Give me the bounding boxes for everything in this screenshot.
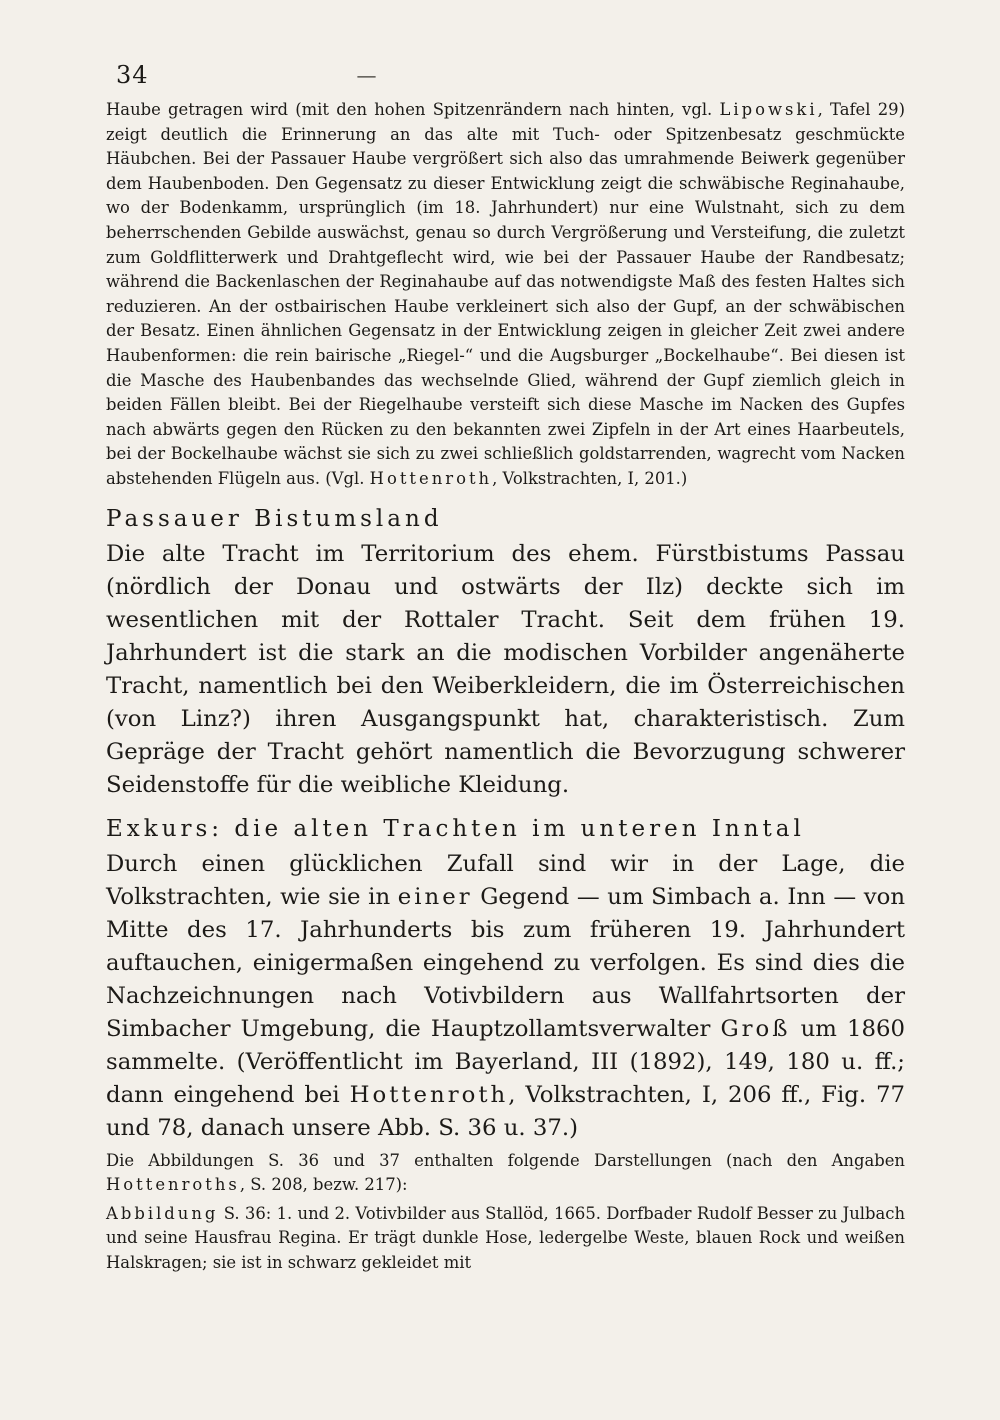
section-body-passau: Die alte Tracht im Territorium des ehem. Fürstbistums Passau (nördlich der Donau und ostwärts der Ilz) deckte sich im wesentlichen mit der Rottaler Tracht. Seit dem frühen 19. Jahrhundert ist die stark an die modischen Vorbilder angenäherte Tracht, namentlich bei den Weiberkleidern, die im Österreichischen (von Linz?) ihren Ausgangspunkt hat, charakteristisch. Zum Gepräge der Tracht gehört namentlich die Bevorzugung schwerer Seidenstoffe für die weibliche Kleidung. [106, 540, 905, 798]
section-body-exkurs [106, 848, 905, 1145]
section-heading-exkurs: Exkurs: die alten Trachten im unteren Inntal [106, 815, 805, 842]
caption-label: Abbildung [106, 1203, 219, 1223]
author-hottenroth-2: Hottenroth [349, 1081, 509, 1108]
exkurs-emphasis: einer [397, 883, 473, 910]
illustrations-note [106, 1149, 905, 1198]
author-lipowski: Lipowski [719, 100, 818, 119]
exkurs-text-1: Durch einen glücklichen Zufall sind wir in der Lage, die Volkstrachten, wie sie in [106, 850, 905, 910]
name-gross: Groß [720, 1015, 791, 1042]
intro-text-1: Haube getragen wird (mit den hohen Spitzenrändern nach hinten, vgl. [106, 100, 713, 119]
caption-text: S. 36: 1. und 2. Votivbilder aus Stallöd, 1665. Dorfbader Rudolf Besser zu Julbach und seine Hausfrau Regina. Er trägt dunkle Hose, ledergelbe Weste, blauen Rock und weißen Halskragen; sie ist in schwarz gekleidet mit [106, 1203, 906, 1272]
intro-paragraph [106, 98, 905, 492]
exkurs-text-3: um 1860 sammelte. (Veröffentlicht im Bayerland, III (1892), 149, 180 u. ff.; dann eingehend bei [106, 1015, 905, 1108]
note-text-1: Die Abbildungen S. 36 und 37 enthalten folgende Darstellungen (nach den Angaben [106, 1150, 905, 1170]
intro-text-2: , Tafel 29) zeigt deutlich die Erinnerung an das alte mit Tuch- oder Spitzenbesatz geschmückte Häubchen. Bei der Passauer Haube vergrößert sich also das umrahmende Beiwerk gegenüber dem Haubenboden. Den Gegensatz zu dieser Entwicklung zeigt die schwäbische Reginahaube, wo der Bodenkamm, ursprünglich (im 18. Jahrhundert) nur eine Wulstnaht, sich zu dem beherrschenden Gebilde auswächst, genau so durch Vergrößerung und Versteifung, die zuletzt zum Goldflitterwerk und Drahtgeflecht wird, wie bei der Passauer Haube der Randbesatz; während die Backenlaschen der Reginahaube auf das notwendigste Maß des festen Haltes sich reduzieren. An der ostbairischen Haube verkleinert sich also der Gupf, an der schwäbischen der Besatz. Einen ähnlichen Gegensatz in der Entwicklung zeigen in gleicher Zeit zwei andere Haubenformen: die rein bairische „Riegel-“ und die Augsburger „Bockelhaube“. Bei diesen ist die Masche des Haubenbandes das wechselnde Glied, während der Gupf ziemlich gleich in beiden Fällen bleibt. Bei der Riegelhaube versteift sich diese Masche im Nacken des Gupfes nach abwärts gegen den Rücken zu den bekannten zwei Zipfeln in der Art eines Haarbeutels, bei der Bockelhaube wächst sie sich zu zwei schließlich goldstarrenden, wagrecht vom Nacken abstehenden Flügeln aus. (Vgl. [106, 100, 905, 488]
illustration-caption [106, 1202, 905, 1276]
exkurs-text-4: , Volkstrachten, I, 206 ff., Fig. 77 und 78, danach unsere Abb. S. 36 u. 37.) [106, 1081, 906, 1141]
section-heading-passau: Passauer Bistumsland [106, 505, 443, 532]
page-number: 34 [116, 61, 149, 89]
page-header [116, 52, 905, 98]
exkurs-text-2: Gegend — um Simbach a. Inn — von Mitte des 17. Jahrhunderts bis zum früheren 19. Jahrhundert auftauchen, einigermaßen eingehend zu verfolgen. Es sind dies die Nachzeichnungen nach Votivbildern aus Wallfahrtsorten der Simbacher Umgebung, die Hauptzollamtsverwalter [106, 883, 905, 1042]
intro-text-3: , Volkstrachten, I, 201.) [492, 468, 688, 488]
author-hottenroths: Hottenroths [106, 1175, 240, 1195]
header-dash: — [356, 63, 377, 87]
note-text-2: , S. 208, bezw. 217): [239, 1175, 408, 1195]
author-hottenroth: Hottenroth [369, 468, 493, 488]
